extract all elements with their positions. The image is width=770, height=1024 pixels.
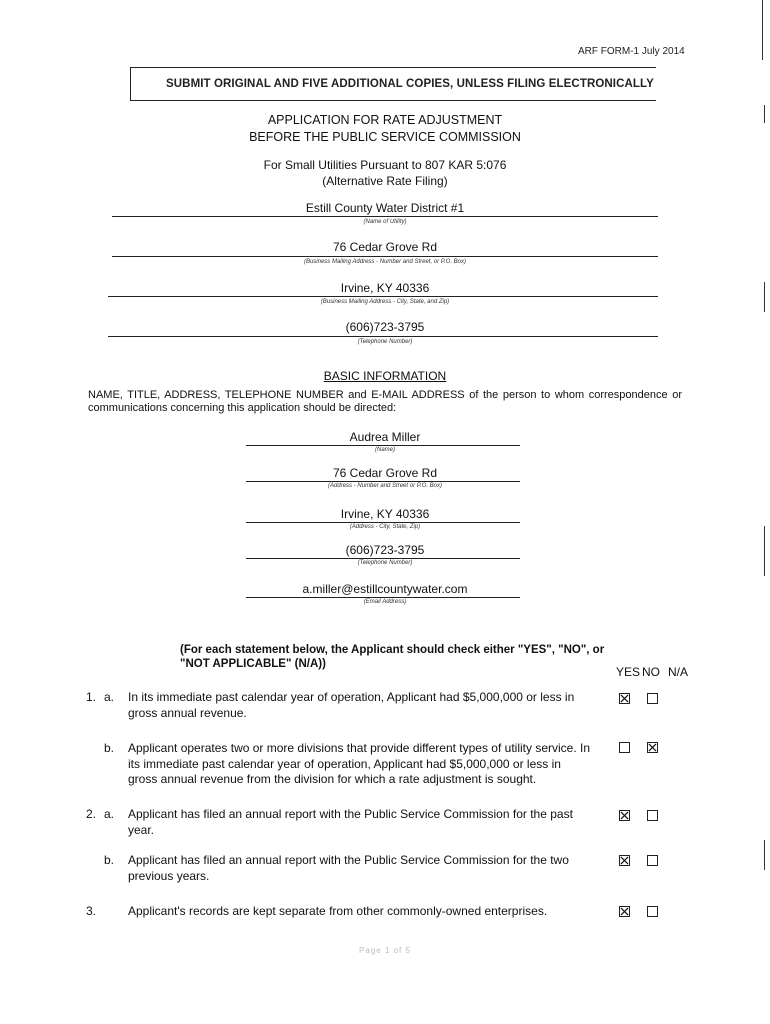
statement-2b: Applicant has filed an annual report with the Public Service Commission for the two previous years. bbox=[128, 853, 569, 883]
column-yes-header: YES bbox=[616, 665, 641, 679]
checklist-instruction-line2: "NOT APPLICABLE" (N/A)) bbox=[180, 658, 326, 670]
item-number-2: 2. bbox=[86, 807, 97, 821]
contact-phone-line bbox=[246, 558, 520, 559]
item-letter-2a: a. bbox=[104, 807, 115, 821]
submit-notice: SUBMIT ORIGINAL AND FIVE ADDITIONAL COPIES, UNLESS FILING ELECTRONICALLY bbox=[166, 78, 654, 90]
item-number-1: 1. bbox=[86, 690, 97, 704]
contact-instruction: NAME, TITLE, ADDRESS, TELEPHONE NUMBER and E-MAIL ADDRESS of the person to whom correspondence or communications concerning this application should be directed: bbox=[88, 389, 682, 414]
scan-edge-mark bbox=[764, 282, 765, 312]
scan-edge-mark bbox=[764, 105, 765, 123]
contact-phone-caption: (Telephone Number) bbox=[357, 560, 413, 566]
utility-name-line bbox=[112, 216, 658, 217]
statement-3: Applicant's records are kept separate from other commonly-owned enterprises. bbox=[128, 904, 548, 918]
form-title-line2: BEFORE THE PUBLIC SERVICE COMMISSION bbox=[249, 130, 521, 144]
utility-phone-line bbox=[108, 336, 658, 337]
checkbox-1a-yes[interactable] bbox=[619, 693, 630, 704]
scan-edge-mark bbox=[764, 840, 765, 870]
utility-address-value: 76 Cedar Grove Rd bbox=[332, 240, 438, 254]
contact-city-caption: (Address - City, State, Zip) bbox=[349, 524, 421, 530]
statement-2a: Applicant has filed an annual report with the Public Service Commission for the past year. bbox=[128, 807, 573, 837]
checked-x-icon bbox=[620, 907, 629, 916]
checklist-instruction-line1: (For each statement below, the Applicant should check either "YES", "NO", or bbox=[180, 644, 605, 656]
contact-email-line bbox=[246, 597, 520, 598]
contact-city-line bbox=[246, 522, 520, 523]
checked-x-icon bbox=[620, 856, 629, 865]
item-number-3: 3. bbox=[86, 904, 97, 918]
checkbox-1b-yes[interactable] bbox=[619, 742, 630, 753]
basic-info-heading: BASIC INFORMATION bbox=[323, 369, 447, 383]
checkbox-2a-no[interactable] bbox=[647, 810, 658, 821]
utility-name-value: Estill County Water District #1 bbox=[305, 201, 465, 215]
form-subtitle-line1: For Small Utilities Pursuant to 807 KAR 5:076 bbox=[263, 158, 507, 172]
column-na-header: N/A bbox=[668, 665, 689, 679]
contact-email-caption: (Email Address) bbox=[363, 599, 407, 605]
checkbox-2a-yes[interactable] bbox=[619, 810, 630, 821]
utility-address-caption: (Business Mailing Address - Number and Street, or P.O. Box) bbox=[303, 259, 467, 265]
contact-name-value: Audrea Miller bbox=[349, 430, 421, 444]
contact-name-line bbox=[246, 445, 520, 446]
checkbox-1a-no[interactable] bbox=[647, 693, 658, 704]
utility-phone-caption: (Telephone Number) bbox=[357, 339, 413, 345]
checked-x-icon bbox=[648, 743, 657, 752]
scan-edge-line bbox=[762, 0, 763, 60]
utility-city-value: Irvine, KY 40336 bbox=[340, 281, 430, 295]
form-id: ARF FORM-1 July 2014 bbox=[578, 46, 685, 57]
contact-name-caption: (Name) bbox=[374, 447, 395, 453]
contact-address-value: 76 Cedar Grove Rd bbox=[332, 466, 438, 480]
utility-address-line bbox=[112, 256, 658, 257]
checkbox-3-yes[interactable] bbox=[619, 906, 630, 917]
checkbox-2b-no[interactable] bbox=[647, 855, 658, 866]
statement-1b: Applicant operates two or more divisions that provide different types of utility service. In its immediate past calendar year of operation, Applicant had $5,000,000 or less in gross annual revenue from the division for which a rate adjustment is sought. bbox=[128, 741, 591, 786]
utility-city-caption: (Business Mailing Address - City, State, and Zip) bbox=[320, 299, 450, 305]
contact-phone-value: (606)723-3795 bbox=[345, 543, 425, 557]
form-title-line1: APPLICATION FOR RATE ADJUSTMENT bbox=[267, 113, 503, 127]
page-number: Page 1 of 5 bbox=[359, 946, 411, 955]
form-subtitle-line2: (Alternative Rate Filing) bbox=[322, 174, 448, 188]
checked-x-icon bbox=[620, 811, 629, 820]
scan-edge-mark bbox=[764, 526, 765, 576]
checkbox-3-no[interactable] bbox=[647, 906, 658, 917]
column-no-header: NO bbox=[642, 665, 660, 679]
item-letter-2b: b. bbox=[104, 853, 115, 867]
contact-address-caption: (Address - Number and Street or P.O. Box) bbox=[328, 483, 442, 489]
utility-city-line bbox=[108, 296, 658, 297]
item-letter-1b: b. bbox=[104, 741, 115, 755]
contact-address-line bbox=[246, 481, 520, 482]
contact-email-value: a.miller@estillcountywater.com bbox=[302, 582, 468, 596]
checked-x-icon bbox=[620, 694, 629, 703]
contact-city-value: Irvine, KY 40336 bbox=[340, 507, 430, 521]
utility-name-caption: (Name of Utility) bbox=[363, 219, 407, 225]
statement-1a: In its immediate past calendar year of operation, Applicant had $5,000,000 or less in gross annual revenue. bbox=[128, 690, 575, 720]
checkbox-2b-yes[interactable] bbox=[619, 855, 630, 866]
checkbox-1b-no[interactable] bbox=[647, 742, 658, 753]
utility-phone-value: (606)723-3795 bbox=[345, 320, 425, 334]
item-letter-1a: a. bbox=[104, 690, 115, 704]
